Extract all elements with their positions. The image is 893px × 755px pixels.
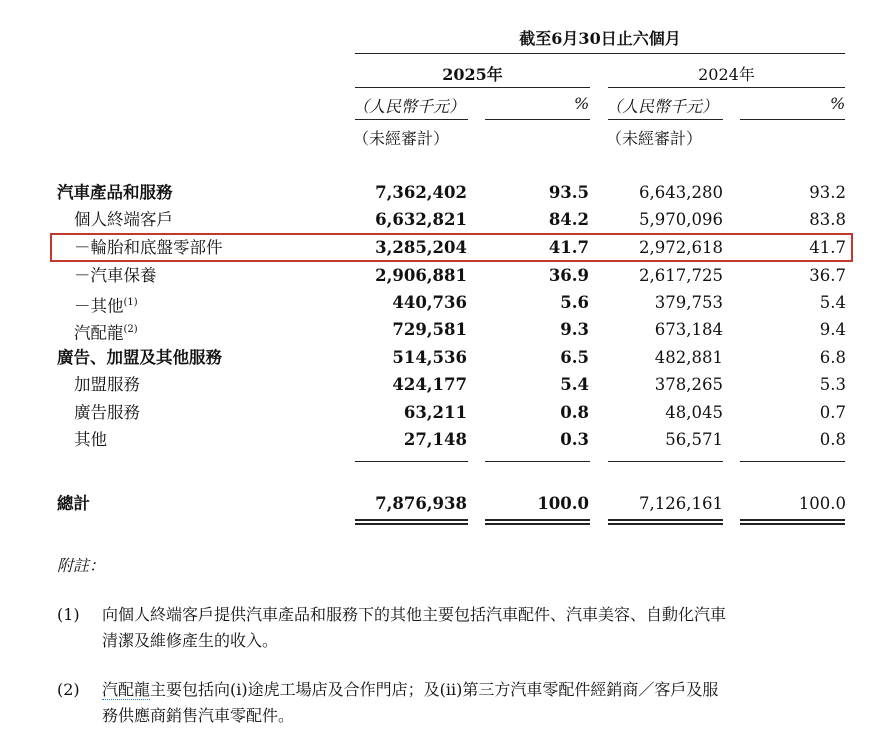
table-row xyxy=(0,371,893,398)
table-row xyxy=(0,399,893,426)
pct-2025: % xyxy=(574,94,590,113)
total-double-rule-4b xyxy=(740,523,845,525)
pct-2024: 41.7 xyxy=(809,238,846,257)
pct-2025: 84.2 xyxy=(548,210,589,229)
year-2025-rule xyxy=(355,87,590,88)
pct-2025: 5.4 xyxy=(560,375,589,394)
pct-2025: 9.3 xyxy=(560,320,589,339)
row-label: 汽車產品和服務 xyxy=(57,183,173,202)
notes-heading: 附註： xyxy=(57,556,106,575)
total-pct-2024: 100.0 xyxy=(798,494,846,513)
period-rule xyxy=(355,53,845,54)
audit-2025: （未經審計） xyxy=(353,129,450,148)
value-2025: 27,148 xyxy=(403,430,467,449)
unit-2024: （人民幣千元） xyxy=(606,97,719,116)
value-2024: 48,045 xyxy=(665,403,723,422)
note-1-line-2: 清潔及維修產生的收入。 xyxy=(102,631,279,650)
value-2024: 56,571 xyxy=(665,430,723,449)
value-2025: 729,581 xyxy=(392,320,467,339)
pct-2024: 0.8 xyxy=(819,430,846,449)
row-label: 加盟服務 xyxy=(74,375,140,394)
value-2025: 63,211 xyxy=(403,403,467,422)
subtotal-rule-1 xyxy=(355,461,468,462)
value-2025: 440,736 xyxy=(392,293,467,312)
value-2025: 424,177 xyxy=(392,375,467,394)
value-2025: 2,906,881 xyxy=(375,266,467,285)
unit-rule-4 xyxy=(740,119,845,120)
subtotal-rule-4 xyxy=(740,461,845,462)
pct-2025: 6.5 xyxy=(560,348,589,367)
pct-2025: 0.8 xyxy=(560,403,589,422)
value-2024: 5,970,096 xyxy=(639,210,723,229)
table-row xyxy=(0,316,893,343)
table-row xyxy=(0,206,893,233)
total-double-rule-1a xyxy=(355,519,468,521)
total-double-rule-4a xyxy=(740,519,845,521)
note-2-line-1 xyxy=(102,676,718,704)
note-2-line-1-rest: 主要包括向(i)途虎工場店及合作門店；及(ii)第三方汽車零配件經銷商／客戶及服 xyxy=(150,680,719,699)
total-row xyxy=(0,490,893,517)
note-1-line-1: 向個人終端客戶提供汽車產品和服務下的其他主要包括汽車配件、汽車美容、自動化汽車 xyxy=(102,605,727,624)
value-2024: 379,753 xyxy=(654,293,723,312)
value-2024: 482,881 xyxy=(654,348,723,367)
value-2024: 673,184 xyxy=(654,320,723,339)
unit-2025: （人民幣千元） xyxy=(353,97,466,116)
total-value-2024: 7,126,161 xyxy=(639,494,723,513)
total-value-2025: 7,876,938 xyxy=(375,494,467,513)
pct-2025: 36.9 xyxy=(548,266,589,285)
total-double-rule-1b xyxy=(355,523,468,525)
period-header: 截至6月30日止六個月 xyxy=(519,29,681,48)
year-2024-header: 2024年 xyxy=(698,65,755,84)
table-row xyxy=(0,426,893,453)
value-2025: 3,285,204 xyxy=(375,238,467,257)
row-label: 廣告服務 xyxy=(74,403,140,422)
note-1-number: (1) xyxy=(57,605,80,624)
pct-2025: 93.5 xyxy=(548,183,589,202)
year-2025-header: 2025年 xyxy=(442,65,503,84)
value-2024: 378,265 xyxy=(654,375,723,394)
note-2-line-2: 務供應商銷售汽車零配件。 xyxy=(102,706,295,725)
value-2024: 2,617,725 xyxy=(639,266,723,285)
pct-2024: 9.4 xyxy=(819,320,846,339)
highlight-box xyxy=(50,233,853,262)
table-row xyxy=(0,344,893,371)
pct-2024: 93.2 xyxy=(809,183,846,202)
row-label: －輪胎和底盤零部件 xyxy=(74,238,223,257)
pct-2025: 41.7 xyxy=(548,238,589,257)
table-row xyxy=(0,289,893,316)
value-2025: 7,362,402 xyxy=(375,183,467,202)
row-label xyxy=(74,289,138,320)
unit-rule-1 xyxy=(355,119,468,120)
pct-2024: % xyxy=(830,94,846,113)
pct-2024: 36.7 xyxy=(809,266,846,285)
note-2-number: (2) xyxy=(57,680,80,699)
value-2024: 2,972,618 xyxy=(639,238,723,257)
subtotal-rule-2 xyxy=(485,461,590,462)
total-double-rule-2b xyxy=(485,523,590,525)
value-2024: 6,643,280 xyxy=(639,183,723,202)
pct-2025: 5.6 xyxy=(560,293,589,312)
row-label-text: 汽配龍 xyxy=(74,323,124,343)
value-2025: 6,632,821 xyxy=(375,210,467,229)
total-double-rule-3b xyxy=(608,523,723,525)
pct-2024: 83.8 xyxy=(809,210,846,229)
pct-2024: 5.4 xyxy=(819,293,846,312)
row-label: 廣告、加盟及其他服務 xyxy=(57,348,222,367)
pct-2025: 0.3 xyxy=(560,430,589,449)
unit-rule-3 xyxy=(608,119,723,120)
pct-2024: 0.7 xyxy=(819,403,846,422)
value-2025: 514,536 xyxy=(392,348,467,367)
note-2-term: 汽配龍 xyxy=(102,680,151,699)
table-row xyxy=(0,262,893,289)
pct-2024: 6.8 xyxy=(819,348,846,367)
footnote-marker: (2) xyxy=(123,324,138,335)
row-label: 其他 xyxy=(74,430,107,449)
total-double-rule-2a xyxy=(485,519,590,521)
row-label: －汽車保養 xyxy=(74,266,157,285)
footnote-marker: (1) xyxy=(123,297,138,308)
total-double-rule-3a xyxy=(608,519,723,521)
year-2024-rule xyxy=(608,87,845,88)
total-pct-2025: 100.0 xyxy=(537,494,589,513)
pct-2024: 5.3 xyxy=(819,375,846,394)
table-row xyxy=(0,179,893,206)
row-label-text: －其他 xyxy=(74,296,124,316)
row-label: 個人終端客戶 xyxy=(74,210,173,229)
total-label: 總計 xyxy=(57,494,90,513)
row-label xyxy=(74,316,138,347)
audit-2024: （未經審計） xyxy=(606,129,703,148)
unit-rule-2 xyxy=(485,119,590,120)
subtotal-rule-3 xyxy=(608,461,723,462)
